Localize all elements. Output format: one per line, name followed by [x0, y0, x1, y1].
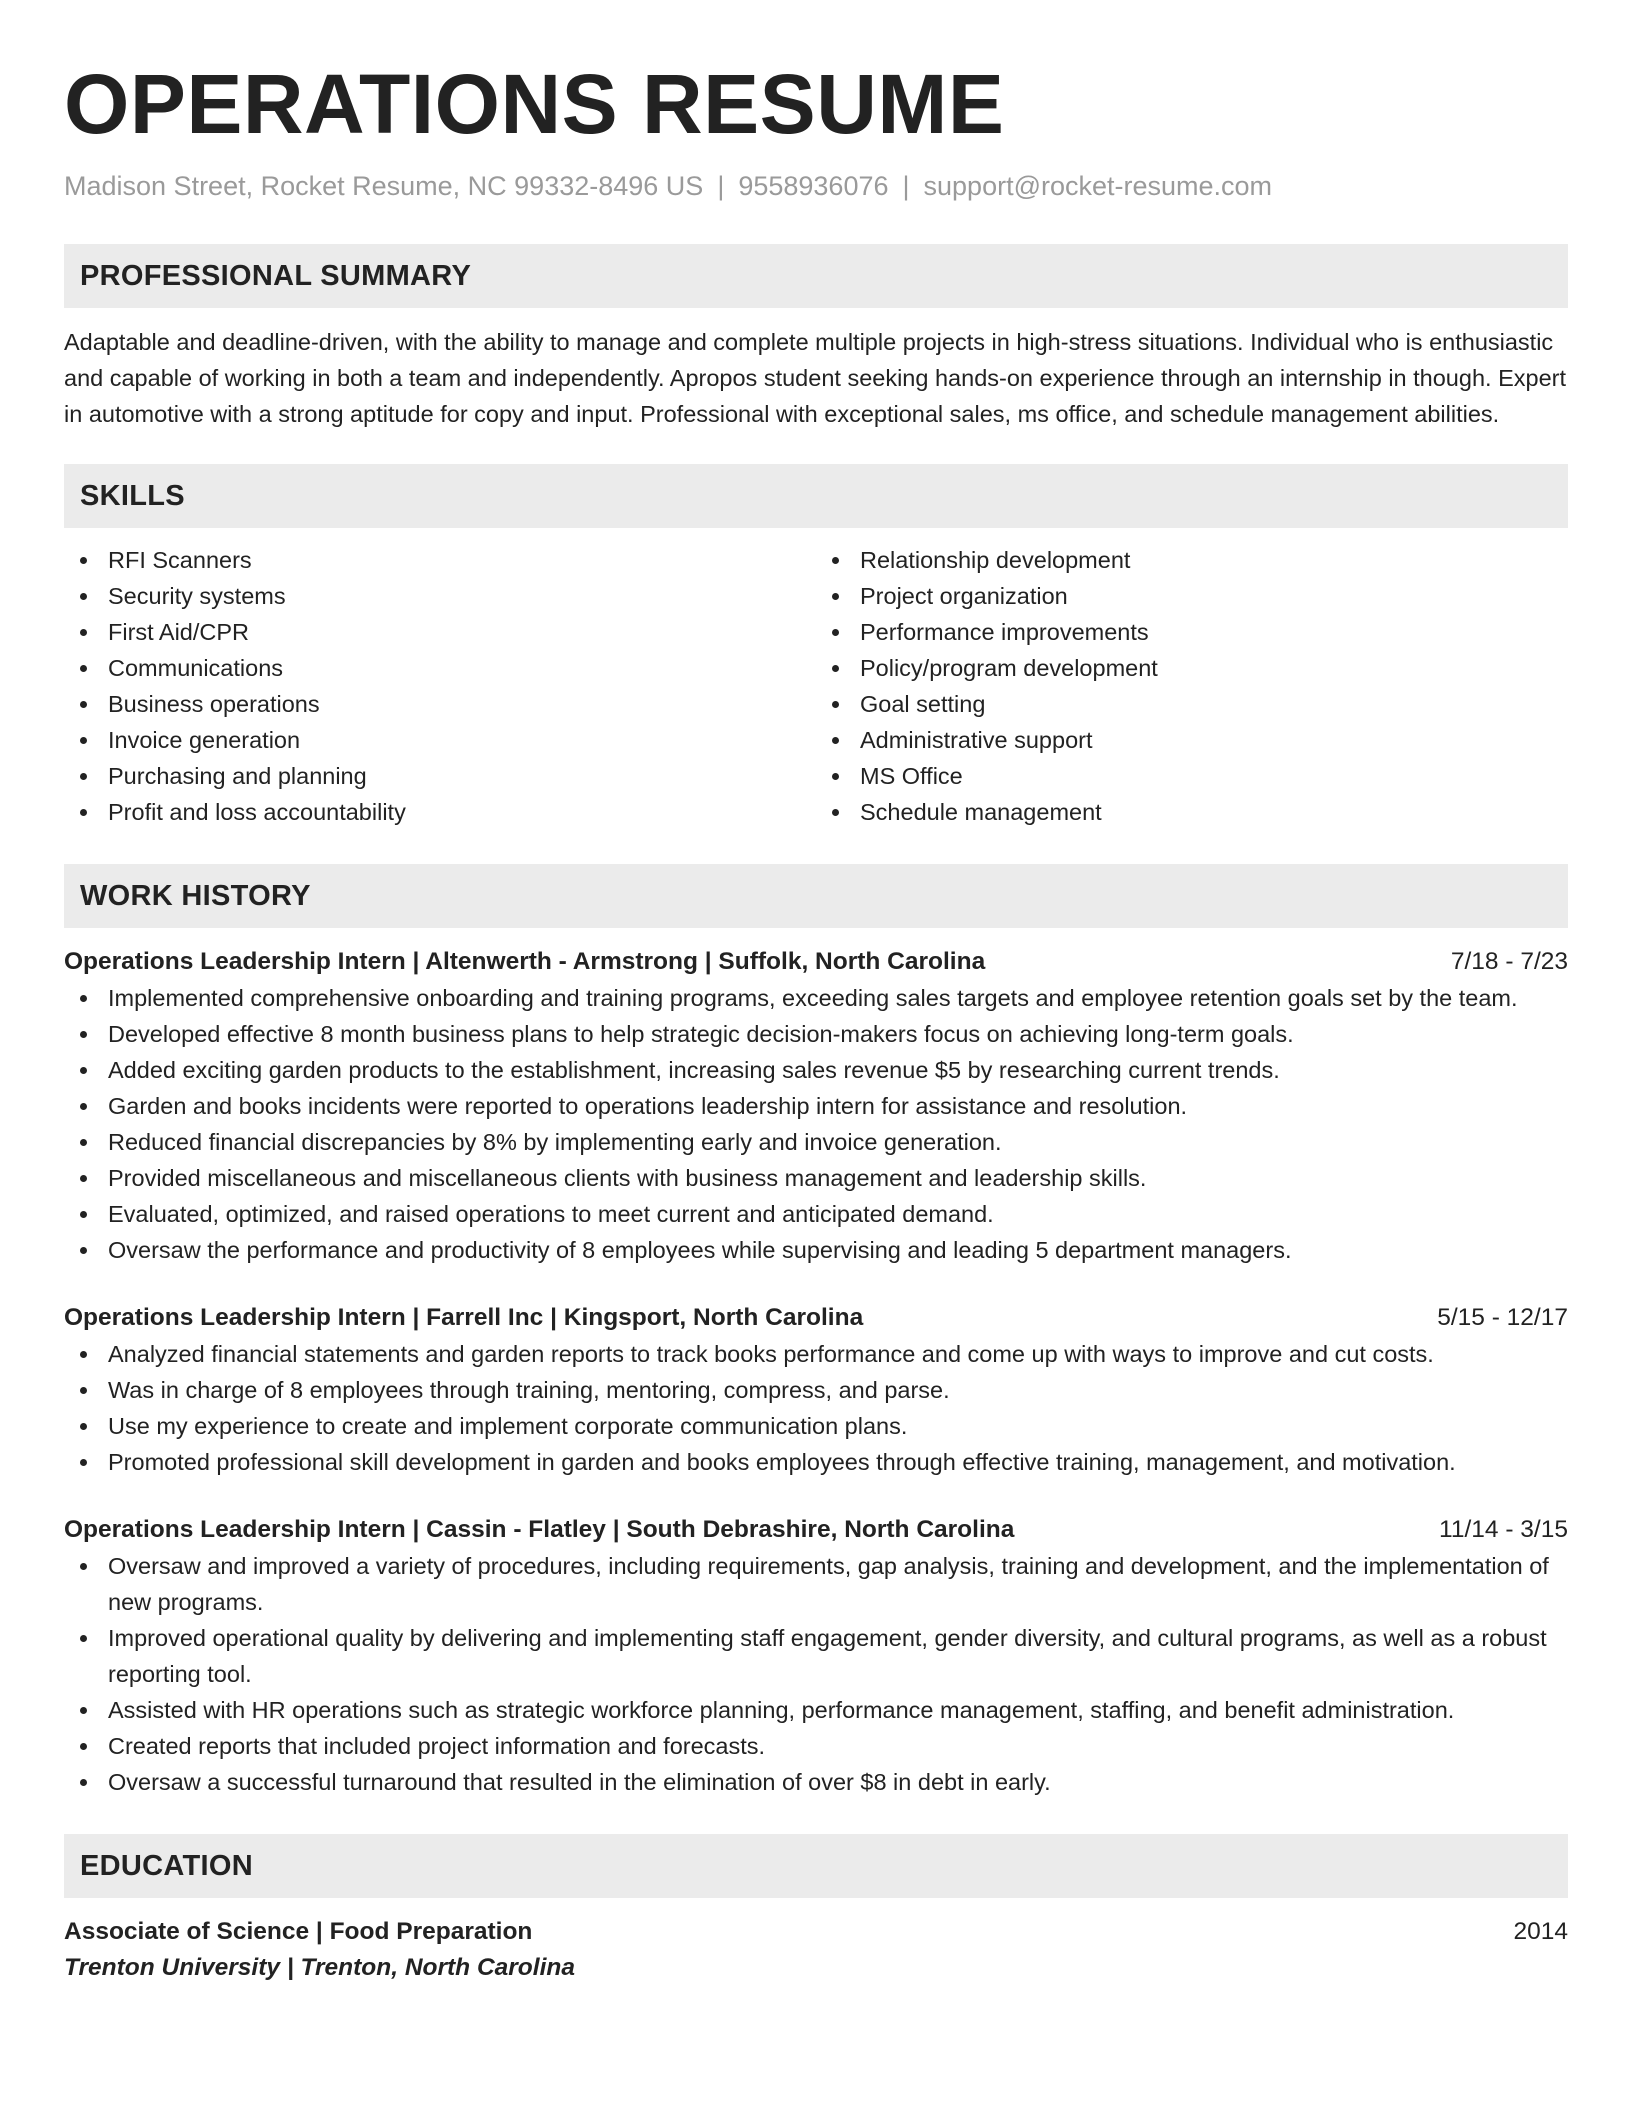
job-dates: 5/15 - 12/17: [1437, 1304, 1568, 1331]
contact-separator: |: [902, 171, 910, 201]
education-entry: [64, 1914, 1568, 1986]
job-bullets: [64, 980, 1568, 1268]
skill-item: Security systems: [64, 578, 816, 614]
skill-item: Project organization: [816, 578, 1568, 614]
job-title: Operations Leadership Intern | Altenwerth - Armstrong | Suffolk, North Carolina: [64, 948, 986, 975]
job-bullet: Was in charge of 8 employees through training, mentoring, compress, and parse.: [64, 1372, 1568, 1408]
skill-item: Performance improvements: [816, 614, 1568, 650]
skills-column-right: [816, 542, 1568, 830]
job-bullets: [64, 1336, 1568, 1480]
work-history-heading: WORK HISTORY: [64, 864, 1568, 928]
education-year: 2014: [1513, 1918, 1568, 1945]
skill-item: Invoice generation: [64, 722, 816, 758]
contact-address: Madison Street, Rocket Resume, NC 99332-8496 US: [64, 171, 704, 201]
job-header: [64, 1300, 1568, 1336]
skill-item: Schedule management: [816, 794, 1568, 830]
skill-item: Relationship development: [816, 542, 1568, 578]
summary-heading: PROFESSIONAL SUMMARY: [64, 244, 1568, 308]
skill-item: RFI Scanners: [64, 542, 816, 578]
job-dates: 7/18 - 7/23: [1450, 948, 1568, 975]
job-bullet: Promoted professional skill development in garden and books employees through effective training, management, and motivation.: [64, 1444, 1568, 1480]
job-bullet: Analyzed financial statements and garden reports to track books performance and come up with ways to improve and cut costs.: [64, 1336, 1568, 1372]
skills-column-left: [64, 542, 816, 830]
skill-item: Goal setting: [816, 686, 1568, 722]
job-title: Operations Leadership Intern | Farrell Inc | Kingsport, North Carolina: [64, 1304, 864, 1331]
education-header: [64, 1914, 1568, 1950]
job-entry: [64, 944, 1568, 1268]
skill-item: MS Office: [816, 758, 1568, 794]
job-bullet: Reduced financial discrepancies by 8% by implementing early and invoice generation.: [64, 1124, 1568, 1160]
job-dates: 11/14 - 3/15: [1439, 1516, 1568, 1543]
job-bullet: Use my experience to create and implement corporate communication plans.: [64, 1408, 1568, 1444]
skill-item: Administrative support: [816, 722, 1568, 758]
job-bullet: Implemented comprehensive onboarding and training programs, exceeding sales targets and employee retention goals set by the team.: [64, 980, 1568, 1016]
skills-list: [64, 542, 1568, 830]
job-bullet: Developed effective 8 month business plans to help strategic decision-makers focus on achieving long-term goals.: [64, 1016, 1568, 1052]
job-bullet: Oversaw and improved a variety of procedures, including requirements, gap analysis, training and development, and the implementation of new programs.: [64, 1548, 1568, 1620]
summary-text: Adaptable and deadline-driven, with the ability to manage and complete multiple projects in high-stress situations. Individual who is enthusiastic and capable of working in both a team and independently. Apropos student seeking hands-on experience through an internship in though. Expert in automotive with a strong aptitude for copy and input. Professional with exceptional sales, ms office, and schedule management abilities.: [64, 329, 1566, 427]
job-bullet: Garden and books incidents were reported to operations leadership intern for assistance and resolution.: [64, 1088, 1568, 1124]
job-header: [64, 944, 1568, 980]
skill-item: First Aid/CPR: [64, 614, 816, 650]
contact-separator: |: [717, 171, 725, 201]
skill-item: Purchasing and planning: [64, 758, 816, 794]
job-entry: [64, 1512, 1568, 1800]
job-bullet: Improved operational quality by delivering and implementing staff engagement, gender diversity, and cultural programs, as well as a robust reporting tool.: [64, 1620, 1568, 1692]
skill-item: Communications: [64, 650, 816, 686]
skill-item: Policy/program development: [816, 650, 1568, 686]
education-degree: Associate of Science | Food Preparation: [64, 1918, 533, 1945]
job-header: [64, 1512, 1568, 1548]
resume-page: [64, 0, 1568, 1986]
job-entry: [64, 1300, 1568, 1480]
job-bullet: Provided miscellaneous and miscellaneous clients with business management and leadership skills.: [64, 1160, 1568, 1196]
skills-heading: SKILLS: [64, 464, 1568, 528]
job-bullet: Oversaw the performance and productivity of 8 employees while supervising and leading 5 department managers.: [64, 1232, 1568, 1268]
resume-title: OPERATIONS RESUME: [64, 57, 1005, 151]
job-bullet: Added exciting garden products to the establishment, increasing sales revenue $5 by researching current trends.: [64, 1052, 1568, 1088]
skill-item: Business operations: [64, 686, 816, 722]
contact-phone: 9558936076: [738, 171, 889, 201]
contact-line: [64, 168, 1568, 204]
job-bullet: Assisted with HR operations such as strategic workforce planning, performance management, staffing, and benefit administration.: [64, 1692, 1568, 1728]
job-bullet: Oversaw a successful turnaround that resulted in the elimination of over $8 in debt in early.: [64, 1764, 1568, 1800]
job-bullets: [64, 1548, 1568, 1800]
job-bullet: Created reports that included project information and forecasts.: [64, 1728, 1568, 1764]
contact-email: support@rocket-resume.com: [923, 171, 1273, 201]
job-title: Operations Leadership Intern | Cassin - Flatley | South Debrashire, North Carolina: [64, 1516, 1015, 1543]
education-heading: EDUCATION: [64, 1834, 1568, 1898]
skill-item: Profit and loss accountability: [64, 794, 816, 830]
education-school: Trenton University | Trenton, North Carolina: [64, 1954, 575, 1981]
job-bullet: Evaluated, optimized, and raised operations to meet current and anticipated demand.: [64, 1196, 1568, 1232]
